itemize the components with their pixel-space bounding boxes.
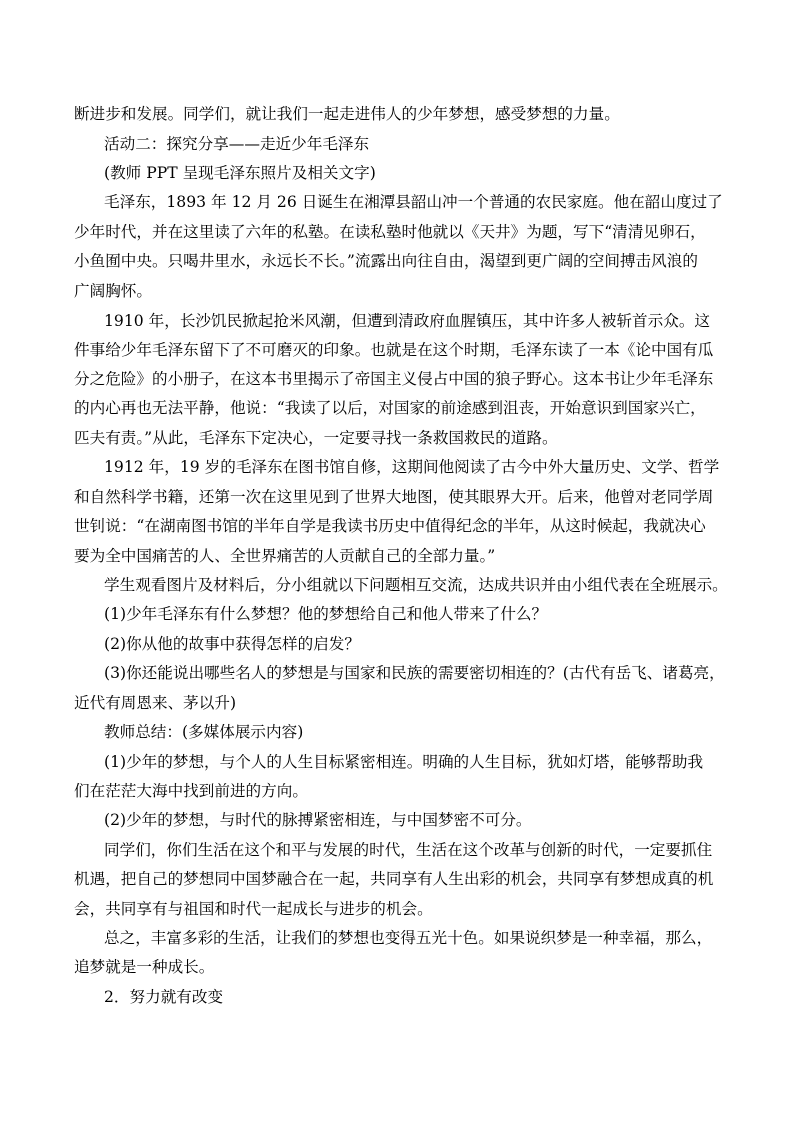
text-line: 追梦就是一种成长。 xyxy=(74,958,215,976)
text-line: 1910 年，长沙饥民掀起抢米风潮，但遭到清政府血腥镇压，其中许多人被斩首示众。这 xyxy=(104,312,711,330)
text-line: 总之，丰富多彩的生活，让我们的梦想也变得五光十色。如果说织梦是一种幸福，那么， xyxy=(104,929,713,947)
text-line: 和自然科学书籍，还第一次在这里见到了世界大地图，使其眼界大开。后来，他曾对老同学周 xyxy=(74,488,714,506)
text-line: 小鱼囿中央。只喝井里水，永远长不长。”流露出向往自由，渴望到更广阔的空间搏击风浪的 xyxy=(74,252,698,270)
text-line: 教师总结：(多媒体展示内容) xyxy=(104,723,304,741)
text-line: 的内心再也无法平静，他说：“我读了以后，对国家的前途感到沮丧，开始意识到国家兴亡， xyxy=(74,399,706,417)
text-line: (教师 PPT 呈现毛泽东照片及相关文字) xyxy=(104,164,376,182)
summary-item: (2)少年的梦想，与时代的脉搏紧密相连，与中国梦密不可分。 xyxy=(104,811,532,829)
text-line: 匹夫有责。”从此，毛泽东下定决心，一定要寻找一条救国救民的道路。 xyxy=(74,429,558,447)
text-line: 断进步和发展。同学们，就让我们一起走进伟人的少年梦想，感受梦想的力量。 xyxy=(74,105,620,123)
question-item: (3)你还能说出哪些名人的梦想是与国家和民族的需要密切相连的？(古代有岳飞、诸葛亮， xyxy=(104,664,725,682)
activity-heading: 活动二：探究分享——走近少年毛泽东 xyxy=(104,135,370,153)
text-line: 会，共同享有与祖国和时代一起成长与进步的机会。 xyxy=(74,900,433,918)
text-line: 同学们，你们生活在这个和平与发展的时代，生活在这个改革与创新的时代，一定要抓住 xyxy=(104,841,713,859)
text-line: 近代有周恩来、茅以升) xyxy=(74,694,237,712)
question-item: (2)你从他的故事中获得怎样的启发？ xyxy=(104,635,360,653)
text-line: 要为全中国痛苦的人、全世界痛苦的人贡献自己的全部力量。” xyxy=(74,547,496,565)
question-item: (1)少年毛泽东有什么梦想？他的梦想给自己和他人带来了什么？ xyxy=(104,605,548,623)
summary-item: (1)少年的梦想，与个人的人生目标紧密相连。明确的人生目标，犹如灯塔，能够帮助我 xyxy=(104,753,704,771)
text-line: 少年时代，并在这里读了六年的私塾。在读私塾时他就以《天井》为题，写下“清清见卵石， xyxy=(74,223,706,241)
text-line: 世钊说：“在湖南图书馆的半年自学是我读书历史中值得纪念的半年，从这时候起，我就决心 xyxy=(74,517,706,535)
text-line: 分之危险》的小册子，在这本书里揭示了帝国主义侵占中国的狼子野心。这本书让少年毛泽东 xyxy=(74,370,714,388)
text-line: 们在茫茫大海中找到前进的方向。 xyxy=(74,782,308,800)
text-line: 机遇，把自己的梦想同中国梦融合在一起，共同享有人生出彩的机会，共同享有梦想成真的机 xyxy=(74,870,714,888)
text-line: 学生观看图片及材料后，分小组就以下问题相互交流，达成共识并由小组代表在全班展示。 xyxy=(104,576,728,594)
text-line: 毛泽东，1893 年 12 月 26 日诞生在湘潭县韶山冲一个普通的农民家庭。他在韶山度过了 xyxy=(104,193,723,211)
text-line: 件事给少年毛泽东留下了不可磨灭的印象。也就是在这个时期，毛泽东读了一本《论中国有瓜 xyxy=(74,341,714,359)
section-heading: 2．努力就有改变 xyxy=(104,988,224,1006)
text-line: 广阔胸怀。 xyxy=(74,282,152,300)
text-line: 1912 年，19 岁的毛泽东在图书馆自修，这期间他阅读了古今中外大量历史、文学、哲学 xyxy=(104,458,720,476)
